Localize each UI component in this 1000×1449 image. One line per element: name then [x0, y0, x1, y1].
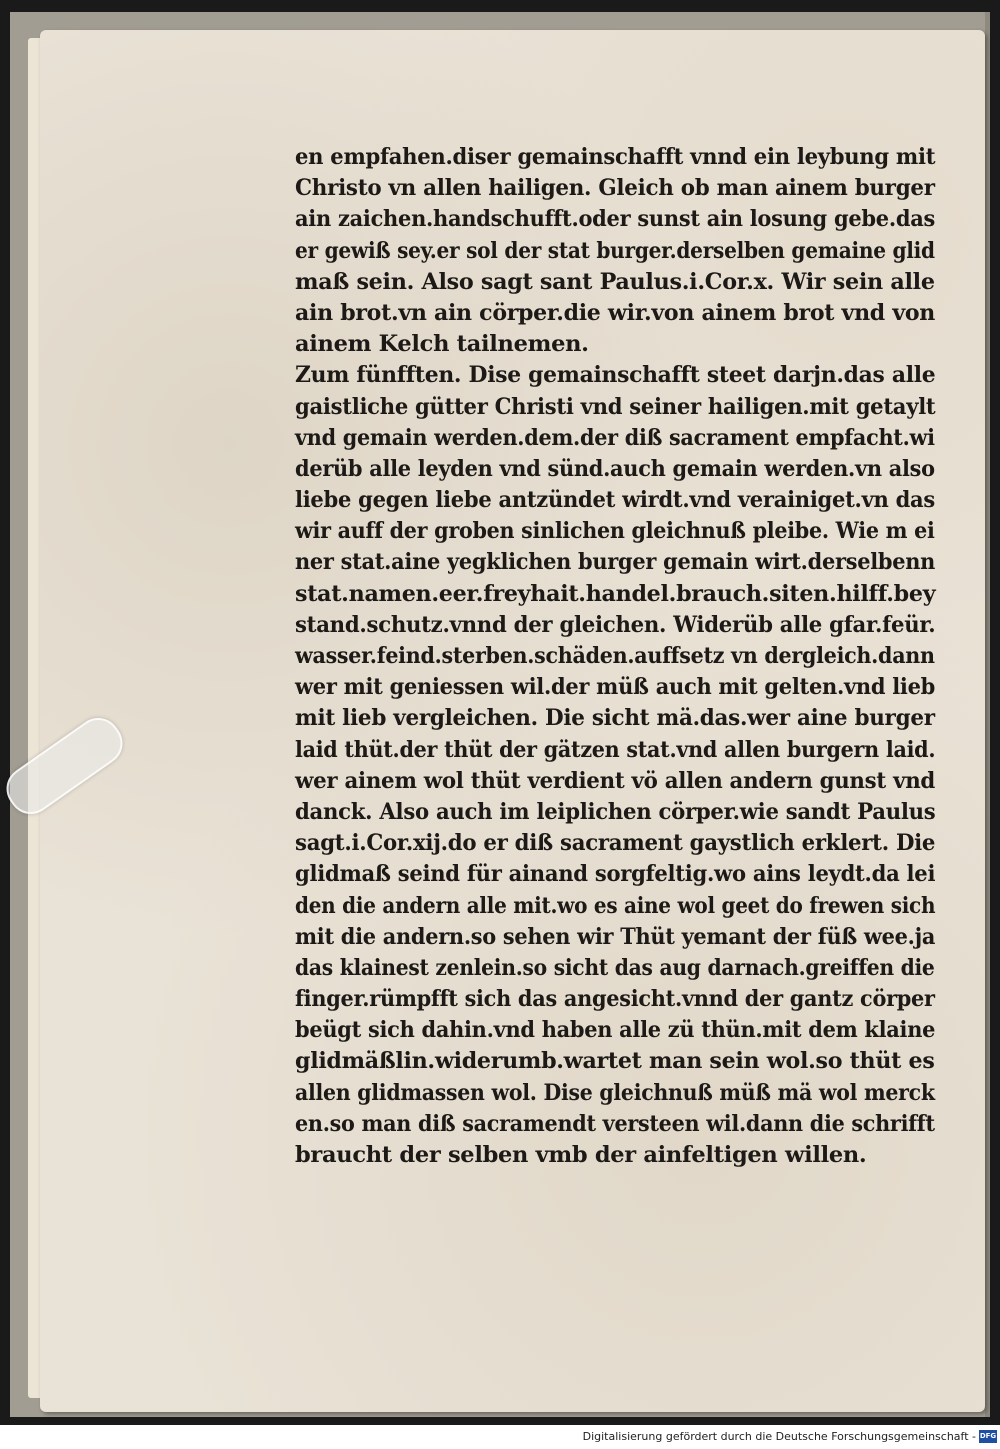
text-line: mit lieb vergleichen. Die sicht mä.das.wer aine burger: [295, 705, 935, 732]
text-line: en.so man diß sacramendt versteen wil.dann die schrifft: [295, 1110, 935, 1137]
text-line: finger.rümpfft sich das angesicht.vnnd der gantz cörper: [295, 986, 935, 1013]
text-line: Christo vn allen hailigen. Gleich ob man ainem burger: [295, 175, 935, 202]
text-line: ainem Kelch tailnemen.: [295, 331, 589, 358]
footer-credit: Digitalisierung gefördert durch die Deutsche Forschungsgemeinschaft -: [582, 1430, 976, 1443]
text-line: stat.namen.eer.freyhait.handel.brauch.siten.hilff.bey: [295, 580, 936, 607]
text-line: den die andern alle mit.wo es aine wol geet do frewen sich: [295, 892, 936, 919]
text-line: braucht der selben vmb der ainfeltigen willen.: [295, 1142, 867, 1168]
text-line: vnd gemain werden.dem.der diß sacrament empfacht.wi: [295, 424, 935, 451]
text-line: wasser.feind.sterben.schäden.auffsetz vn dergleich.dann: [295, 643, 935, 669]
text-line: stand.schutz.vnnd der gleichen. Widerüb alle gfar.feür.: [295, 611, 936, 638]
text-line: liebe gegen liebe antzündet wirdt.vnd verainiget.vn das: [295, 487, 935, 514]
page-text: [295, 142, 935, 1171]
text-line: das klainest zenlein.so sicht das aug darnach.greiffen die: [295, 954, 935, 981]
text-line: beügt sich dahin.vnd haben alle zü thün.mit dem klaine: [295, 1017, 936, 1044]
text-line: ain zaichen.handschufft.oder sunst ain losung gebe.das: [295, 206, 936, 233]
text-line: Zum fünfften. Dise gemainschafft steet darjn.das alle: [295, 362, 936, 389]
scan-frame: [10, 12, 990, 1417]
text-line: ain brot.vn ain cörper.die wir.von ainem brot vnd von: [295, 299, 935, 326]
text-line: ner stat.aine yegklichen burger gemain wirt.derselbenn: [295, 549, 936, 576]
text-line: wer mit geniessen wil.der müß auch mit gelten.vnd lieb: [295, 674, 936, 701]
text-line: gaistliche gütter Christi vnd seiner hailigen.mit getaylt: [295, 393, 936, 420]
text-line: maß sein. Also sagt sant Paulus.i.Cor.x. Wir sein alle: [295, 268, 935, 295]
text-line: danck. Also auch im leiplichen cörper.wie sandt Paulus: [295, 798, 936, 825]
text-line: er gewiß sey.er sol der stat burger.derselben gemaine glid: [295, 237, 935, 264]
document-page: [40, 30, 985, 1412]
cardboard-backing: [10, 12, 985, 1417]
text-line: glidmäßlin.widerumb.wartet man sein wol.so thüt es: [295, 1048, 935, 1075]
text-line: allen glidmassen wol. Dise gleichnuß müß mä wol merck: [295, 1079, 935, 1106]
text-line: glidmaß seind für ainand sorgfeltig.wo ains leydt.da lei: [295, 861, 936, 888]
text-line: mit die andern.so sehen wir Thüt yemant der füß wee.ja: [295, 923, 936, 950]
text-line: derüb alle leyden vnd sünd.auch gemain werden.vn also: [295, 455, 935, 482]
footer: [0, 1425, 1000, 1449]
text-line: sagt.i.Cor.xij.do er diß sacrament gaystlich erklert. Die: [295, 830, 936, 857]
text-line: en empfahen.diser gemainschafft vnnd ein leybung mit: [295, 144, 936, 170]
text-line: laid thüt.der thüt der gätzen stat.vnd allen burgern laid.: [295, 736, 936, 763]
text-line: wir auff der groben sinlichen gleichnuß pleibe. Wie m ei: [295, 518, 935, 545]
text-line: wer ainem wol thüt verdient vö allen andern gunst vnd: [295, 767, 936, 794]
dfg-logo-icon: DFG: [979, 1430, 997, 1443]
